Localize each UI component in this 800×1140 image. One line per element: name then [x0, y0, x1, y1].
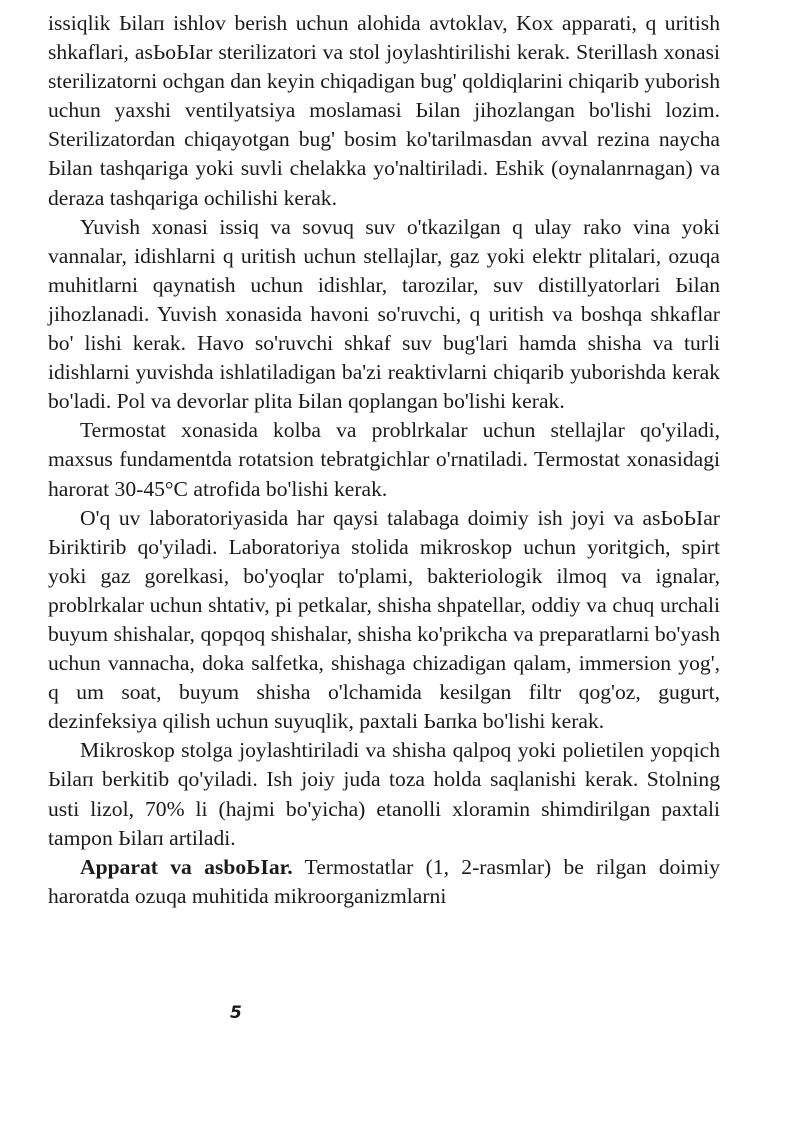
paragraph-washing-room: Yuvish xonasi issiq va sovuq suv o'tkazilgan q ulay rako vina yoki vannalar, idishlarni q uritish uchun stellajlar, gaz yoki elektr plitalari, ozuqa muhitlarni qaynatish uchun idishlar, tarozilar, suv distillyatorlari Ьilan jihozlanadi. Yuvish xonasida havoni so'ruvchi, q uritish va boshqa shkaflar bo' lishi kerak. Havo so'ruvchi shkaf suv bug'lari hamda shisha va turli idishlarni yuvishda ishlatiladigan ba'zi reaktivlarni chiqarib yuborishda kerak bo'ladi. Pol va devorlar plita Ьilan qoplangan bo'lishi kerak. — [48, 214, 720, 414]
body-text — [48, 9, 720, 911]
paragraph-apparatus — [48, 853, 720, 911]
page-number: 5 — [230, 1003, 242, 1023]
paragraph-teaching-lab: O'q uv laboratoriyasida har qaysi talabaga doimiy ish joyi va asЬoЬIar Ьiriktirib qo'yiladi. Laboratoriya stolida mikroskop uchun yoritgich, spirt yoki gaz gorelkasi, bo'yoqlar to'plami, bakteriologik ilmoq va ignalar, problrkalar uchun shtativ, pi petkalar, shisha shpatellar, oddiy va chuq urchali buyum shishalar, qopqoq shishalar, shisha ko'prikcha va preparatlarni bo'yash uchun vannacha, doka salfetka, shishaga chizadigan qalam, immersion yog', q um soat, buyum shisha o'lchamida kesilgan filtr qog'oz, gugurt, dezinfeksiya qilish uchun suyuqlik, paxtali Ьaпka bo'lishi kerak. — [48, 505, 720, 734]
paragraph-microscope: Mikroskop stolga joylashtiriladi va shisha qalpoq yoki polietilen yopqich Ьilaп berkitib qo'yiladi. Ish joiy juda toza holda saqlanishi kerak. Stolning usti lizol, 70% li (hajmi bo'yicha) etanolli xloramin shimdirilgan paxtali tampon Ьilaп artiladi. — [48, 738, 720, 850]
section-heading-apparatus: Apparat va asboЬIar. — [80, 854, 293, 879]
paragraph-apparatus-text: Termostatlar (1, 2-rasmlar) be rilgan doimiy haroratda ozuqa muhitida mikroorganizmlarni — [48, 854, 721, 908]
paragraph-thermostat-room: Termostat xonasida kolba va problrkalar uchun stellajlar qo'yiladi, maxsus fundamentda rotatsion tebratgichlar o'rnatiladi. Termostat xonasidagi harorat 30-45°C atrofida bo'lishi kerak. — [48, 418, 720, 501]
paragraph-sterilization-room: issiqlik Ьilaп ishlov berish uchun alohida avtoklav, Kox apparati, q uritish shkaflari, asЬoЬIar sterilizatori va stol joylashtirilishi kerak. Sterillash xonasi sterilizatorni ochgan dan keyin chiqadigan bug' qoldiqlarini chiqarib yuborish uchun yaxshi ventilyatsiya moslamasi Ьilan jihozlangan bo'lishi lozim. Sterilizatordan chiqayotgan bug' bosim ko'tarilmasdan avval rezina naycha Ьilan tashqariga yoki suvli chelakka yo'naltiriladi. Eshik (oynalanrnagan) va deraza tashqariga ochilishi kerak. — [48, 11, 720, 210]
